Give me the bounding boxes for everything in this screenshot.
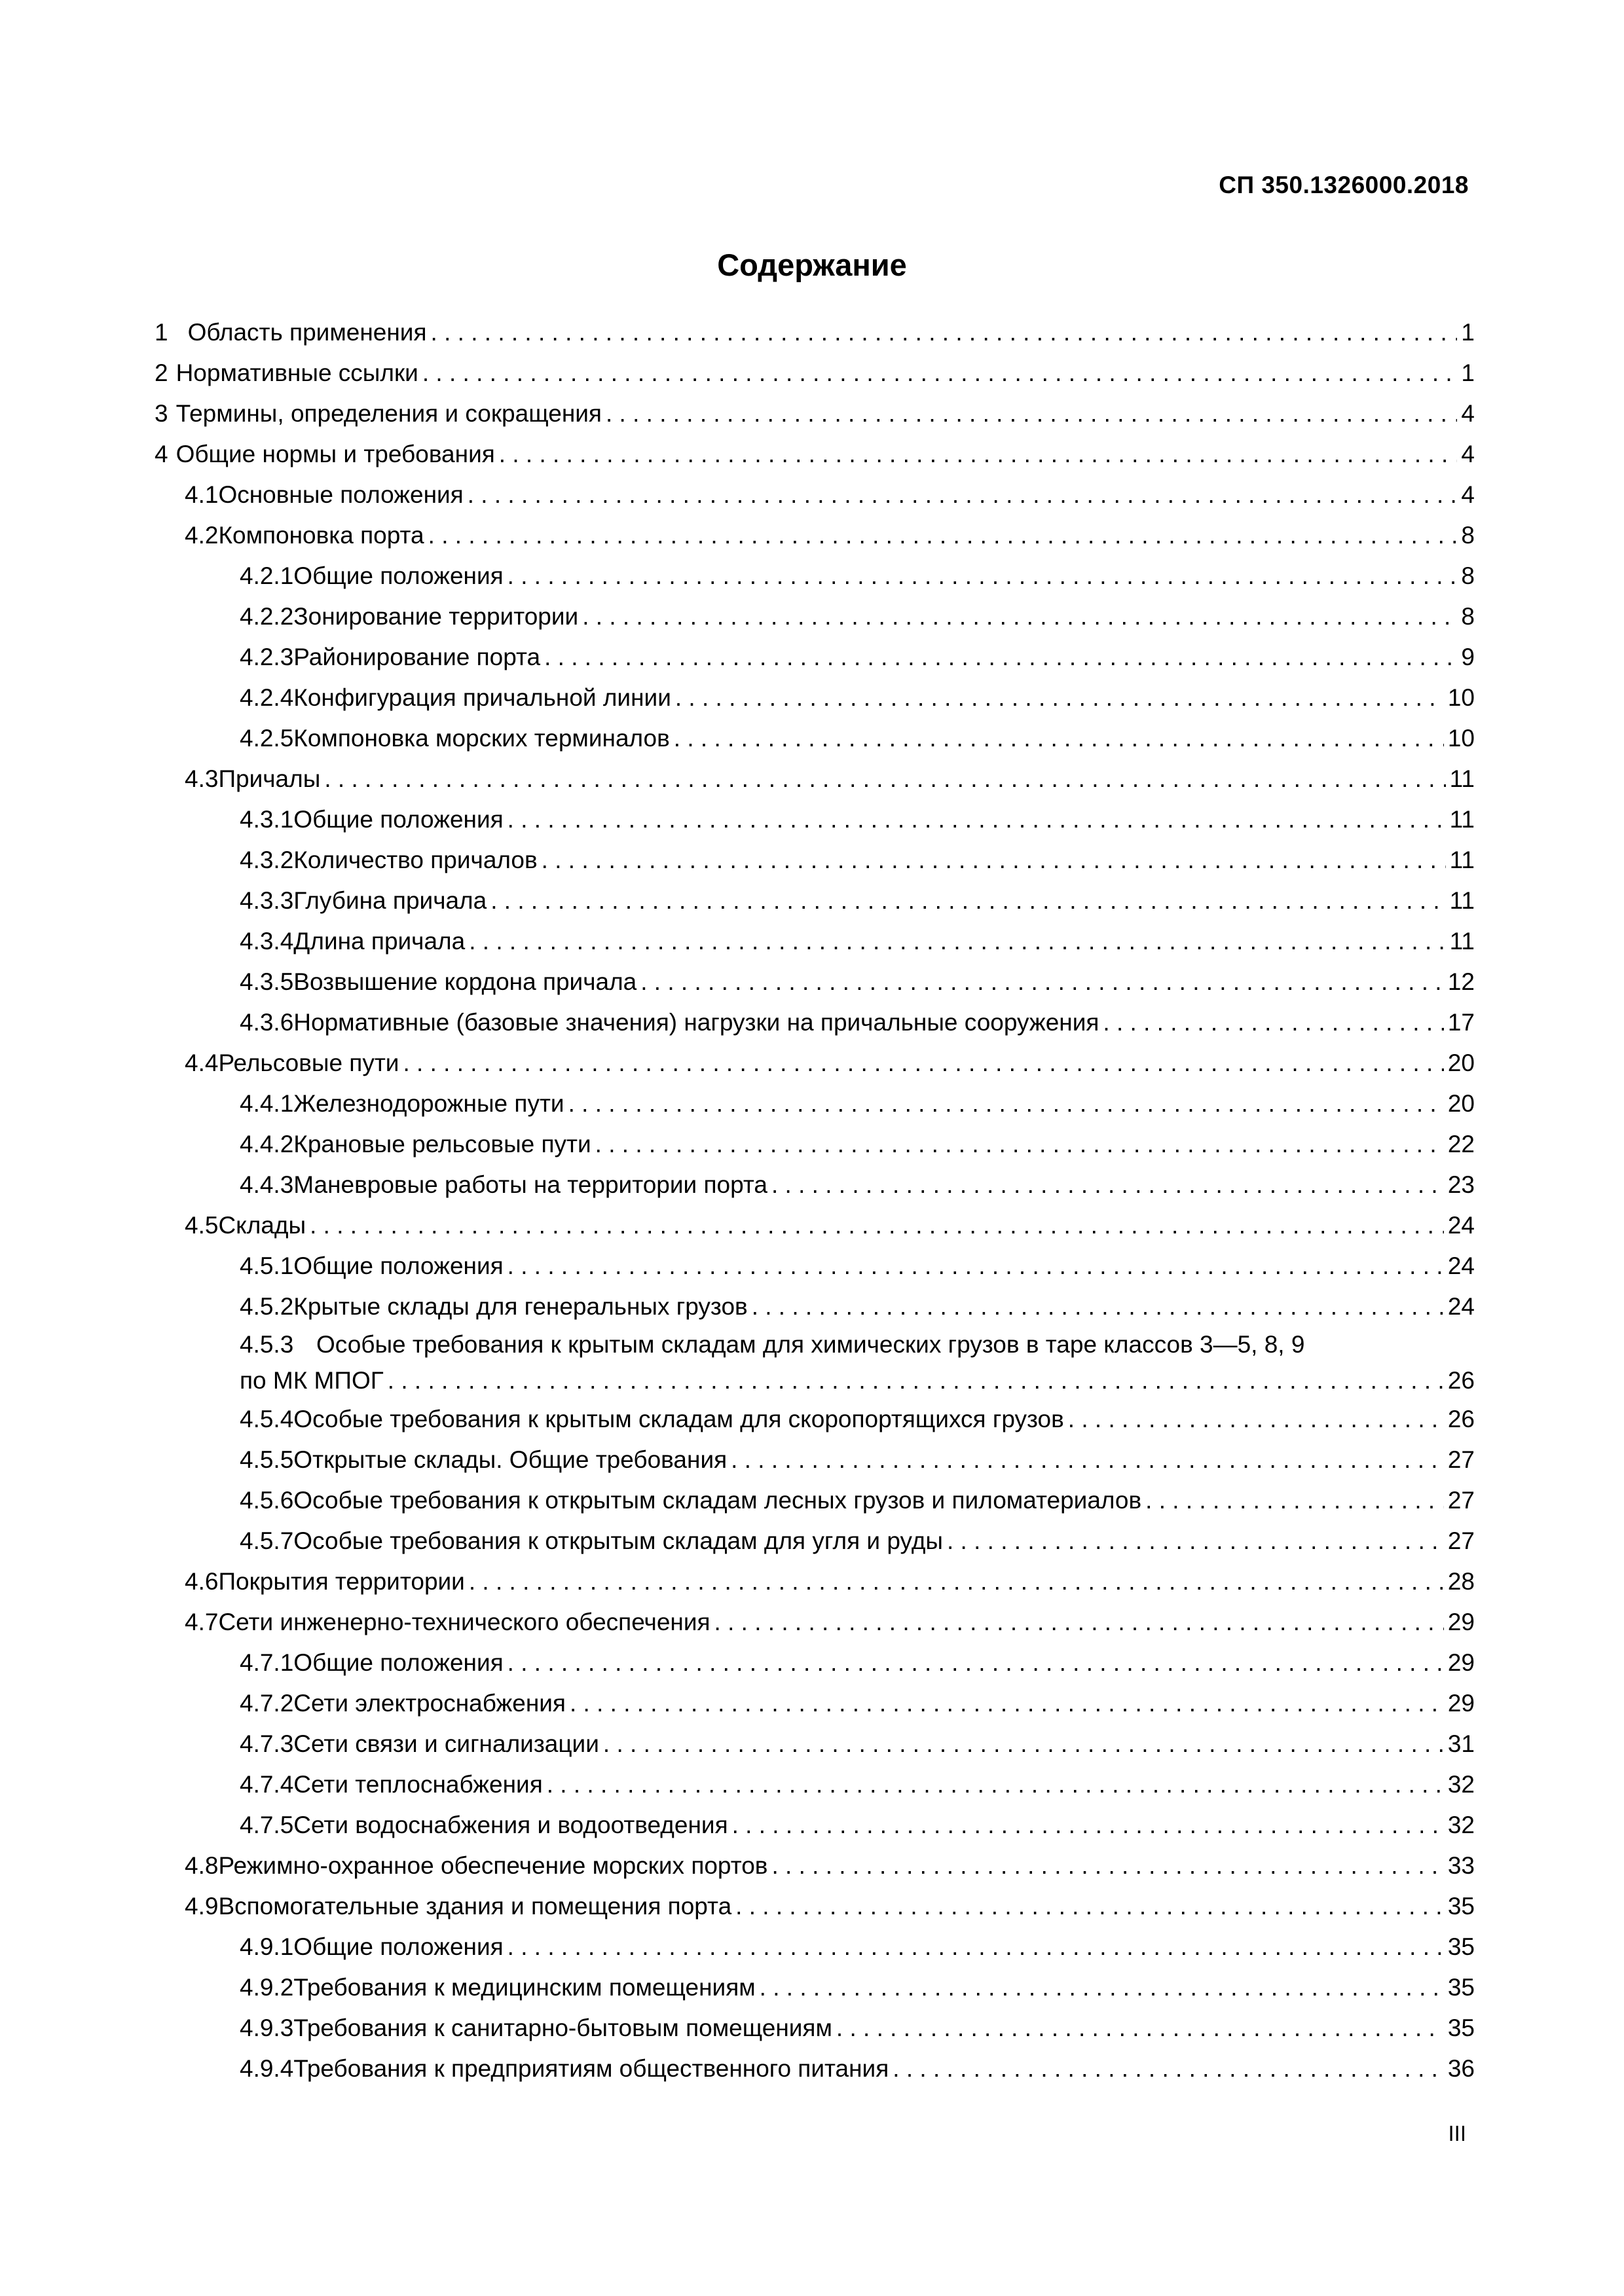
dot-leader [771, 1846, 1443, 1886]
toc-entry-page: 4 [1461, 441, 1475, 467]
toc-entry-page: 9 [1461, 644, 1475, 670]
toc-entry-page: 29 [1447, 1649, 1475, 1676]
toc-entry-label: Причалы [218, 765, 321, 792]
dot-leader [547, 1764, 1444, 1805]
toc-entry-number: 4.5.4 [240, 1406, 294, 1432]
dot-leader [714, 1602, 1444, 1643]
toc-entry-label: Общие нормы и требования [175, 441, 495, 467]
toc-entry-number: 4.7.3 [240, 1730, 294, 1757]
toc-entry-number: 4.8 [185, 1852, 219, 1879]
toc-entry-page: 8 [1461, 522, 1475, 549]
toc-entry[interactable] [155, 2008, 1475, 2049]
toc-entry[interactable] [155, 434, 1475, 475]
toc-entry[interactable] [155, 1043, 1475, 1084]
toc-entry-number: 4.7.5 [240, 1812, 294, 1838]
toc-entry[interactable] [155, 637, 1475, 678]
toc-entry-page: 27 [1447, 1446, 1475, 1473]
toc-entry[interactable] [155, 475, 1475, 515]
toc-title: Содержание [717, 247, 907, 282]
toc-entry-label: Компоновка морских терминалов [293, 725, 670, 752]
toc-entry-number: 4.2.5 [240, 725, 294, 752]
toc-entry[interactable] [155, 881, 1475, 921]
dot-leader [542, 840, 1446, 881]
toc-entry-number: 4.4.2 [240, 1131, 294, 1157]
toc-entry-number: 4.3.6 [240, 1009, 294, 1036]
dot-leader [568, 1084, 1444, 1124]
toc-entry-number: 4.5.1 [240, 1252, 294, 1279]
dot-leader [544, 637, 1457, 678]
toc-entry-page: 33 [1447, 1852, 1475, 1879]
toc-entry-label: Общие положения [293, 1933, 504, 1960]
toc-entry[interactable] [155, 1927, 1475, 1967]
toc-entry-number: 4.2.3 [240, 644, 294, 670]
toc-entry[interactable] [155, 678, 1475, 718]
dot-leader [490, 881, 1445, 921]
toc-entry-label: Особые требования к крытым складам для скоропортящихся грузов [293, 1406, 1064, 1432]
toc-entry[interactable] [155, 1683, 1475, 1724]
toc-entry[interactable] [155, 1846, 1475, 1886]
toc-entry[interactable] [155, 1967, 1475, 2008]
toc-entry-number: 4.7.2 [240, 1690, 294, 1717]
toc-entry-page: 12 [1447, 968, 1475, 995]
toc-entry-label: Маневровые работы на территории порта [293, 1171, 767, 1198]
toc-entry-label: Рельсовые пути [218, 1049, 399, 1076]
dot-leader [507, 799, 1446, 840]
toc-entry[interactable] [155, 1643, 1475, 1683]
dot-leader [732, 1805, 1444, 1846]
toc-entry-number: 4.3.3 [240, 887, 294, 914]
dot-leader [606, 393, 1457, 434]
dot-leader [422, 353, 1458, 393]
page-number: III [1448, 2121, 1466, 2145]
toc-entry-label: Режимно-охранное обеспечение морских портов [218, 1852, 768, 1879]
dot-leader [582, 596, 1457, 637]
toc-entry-label: Особые требования к крытым складам для химических грузов в таре классов 3—5, 8, 9 [316, 1331, 1305, 1358]
toc-entry[interactable] [155, 556, 1475, 596]
toc-entry-label: Открытые склады. Общие требования [293, 1446, 728, 1473]
toc-entry-page: 32 [1447, 1771, 1475, 1798]
toc-entry-number: 4.9.1 [240, 1933, 294, 1960]
toc-entry-page: 24 [1447, 1293, 1475, 1320]
toc-entry-number: 4.4.1 [240, 1090, 294, 1117]
toc-entry[interactable] [155, 393, 1475, 434]
toc-entry-number: 4.2.1 [240, 562, 294, 589]
toc-entry-page: 26 [1447, 1367, 1475, 1394]
toc-entry-page: 11 [1449, 887, 1475, 914]
toc-entry-label: Железнодорожные пути [293, 1090, 564, 1117]
dot-leader [428, 515, 1458, 556]
dot-leader [469, 1561, 1444, 1602]
toc-entry[interactable] [155, 1764, 1475, 1805]
toc-entry[interactable] [155, 840, 1475, 881]
toc-entry-label: Особые требования к открытым складам для угля и руды [293, 1527, 943, 1554]
toc-entry-number: 4.5.6 [240, 1487, 294, 1514]
toc-entry-label: Сети инженерно-технического обеспечения [218, 1609, 710, 1635]
toc-entry-page: 8 [1461, 603, 1475, 630]
dot-leader [507, 1643, 1444, 1683]
toc-entry-label: Возвышение кордона причала [293, 968, 637, 995]
dot-leader [640, 962, 1444, 1002]
toc-entry[interactable] [155, 1440, 1475, 1480]
toc-entry-number: 4.4.3 [240, 1171, 294, 1198]
toc-entry[interactable] [155, 353, 1475, 393]
toc-entry-number: 4.2.4 [240, 684, 294, 711]
toc-entry-page: 22 [1447, 1131, 1475, 1157]
toc-entry-page: 1 [1461, 359, 1475, 386]
dot-leader [431, 312, 1458, 353]
toc-entry-label: Крытые склады для генеральных грузов [293, 1293, 748, 1320]
toc-entry-number: 4.5.3 [240, 1331, 294, 1358]
toc-entry-label: Сети водоснабжения и водоотведения [293, 1812, 728, 1838]
toc-entry-page: 35 [1447, 1974, 1475, 2001]
dot-leader [570, 1683, 1444, 1724]
toc-entry-page: 10 [1447, 725, 1475, 752]
toc-entry-page: 32 [1447, 1812, 1475, 1838]
toc-entry-number: 4.5.2 [240, 1293, 294, 1320]
toc-entry-page: 1 [1461, 319, 1475, 346]
toc-entry-label: Сети электроснабжения [293, 1690, 566, 1717]
toc-entry-label: Длина причала [293, 928, 466, 955]
toc-entry-number: 4.3.4 [240, 928, 294, 955]
toc-entry[interactable] [155, 2049, 1475, 2089]
toc-entry-number: 4.5.7 [240, 1527, 294, 1554]
toc-entry-page: 4 [1461, 400, 1475, 427]
toc-entry-number: 4.9.4 [240, 2055, 294, 2082]
toc-entry-label: Количество причалов [293, 847, 538, 873]
toc-entry[interactable] [155, 921, 1475, 962]
dot-leader [507, 556, 1458, 596]
toc-entry-number: 4.3 [185, 765, 219, 792]
dot-leader [893, 2049, 1444, 2089]
toc-entry[interactable] [155, 1521, 1475, 1561]
toc-entry[interactable] [155, 1286, 1475, 1327]
toc-entry[interactable] [155, 1886, 1475, 1927]
dot-leader [1068, 1399, 1444, 1440]
dot-leader [324, 759, 1445, 799]
toc-entry-label: Общие положения [293, 1252, 504, 1279]
toc-entry[interactable] [155, 1002, 1475, 1043]
dot-leader [310, 1205, 1444, 1246]
toc-entry-page: 11 [1449, 847, 1475, 873]
toc-entry[interactable] [155, 515, 1475, 556]
toc-entry-label: Сети связи и сигнализации [293, 1730, 599, 1757]
toc-entry-page: 23 [1447, 1171, 1475, 1198]
toc-entry[interactable] [155, 1165, 1475, 1205]
toc-entry-number: 4.7.4 [240, 1771, 294, 1798]
dot-leader [771, 1165, 1444, 1205]
toc-entry-label-continuation: по МК МПОГ [240, 1367, 384, 1394]
toc-entry-label: Крановые рельсовые пути [293, 1131, 591, 1157]
toc-entry-page: 27 [1447, 1487, 1475, 1514]
toc-entry-label: Общие положения [293, 806, 504, 833]
toc-entry-page: 35 [1447, 2014, 1475, 2041]
toc-entry-number: 1 [155, 319, 168, 346]
toc-entry-number: 4.5.5 [240, 1446, 294, 1473]
dot-leader [735, 1886, 1444, 1927]
toc-entry-number: 4.1 [185, 481, 219, 508]
toc-entry-label: Глубина причала [293, 887, 487, 914]
toc-entry-label: Нормативные ссылки [175, 359, 418, 386]
toc-entry-number: 4.2 [185, 522, 219, 549]
toc-entry[interactable] [155, 1246, 1475, 1286]
toc-entry[interactable] [155, 1805, 1475, 1846]
toc-entry-page: 27 [1447, 1527, 1475, 1554]
toc-entry[interactable] [155, 1124, 1475, 1165]
dot-leader [731, 1440, 1444, 1480]
toc-entry-page: 17 [1447, 1009, 1475, 1036]
toc-entry-label: Конфигурация причальной линии [293, 684, 671, 711]
toc-entry-number: 4.3.1 [240, 806, 294, 833]
toc-entry-number: 4.6 [185, 1568, 219, 1595]
toc-entry[interactable] [155, 1084, 1475, 1124]
toc-entry-label: Особые требования к открытым складам лесных грузов и пиломатериалов [293, 1487, 1142, 1514]
toc-entry[interactable] [155, 1399, 1475, 1440]
table-of-contents [155, 312, 1475, 2089]
dot-leader [507, 1246, 1444, 1286]
toc-entry-number: 2 [155, 359, 168, 386]
toc-entry[interactable] [155, 1602, 1475, 1643]
toc-entry-label: Склады [218, 1212, 306, 1239]
dot-leader [947, 1521, 1444, 1561]
toc-entry-label: Общие положения [293, 1649, 504, 1676]
toc-entry[interactable] [155, 718, 1475, 759]
toc-entry-label: Общие положения [293, 562, 504, 589]
toc-entry-number: 4.3.2 [240, 847, 294, 873]
toc-entry-page: 11 [1449, 806, 1475, 833]
dot-leader [752, 1286, 1444, 1327]
toc-entry-page: 36 [1447, 2055, 1475, 2082]
dot-leader [403, 1043, 1443, 1084]
dot-leader [603, 1724, 1444, 1764]
toc-entry[interactable] [155, 1480, 1475, 1521]
toc-entry-label: Зонирование территории [293, 603, 579, 630]
toc-entry[interactable] [155, 312, 1475, 353]
toc-entry[interactable] [155, 1205, 1475, 1246]
dot-leader [674, 718, 1444, 759]
toc-entry-page: 20 [1447, 1049, 1475, 1076]
toc-entry-number: 4.5 [185, 1212, 219, 1239]
toc-entry-number: 4 [155, 441, 168, 467]
dot-leader [675, 678, 1444, 718]
toc-entry-label: Требования к предприятиям общественного питания [293, 2055, 889, 2082]
toc-entry-page: 8 [1461, 562, 1475, 589]
toc-entry-page: 35 [1447, 1933, 1475, 1960]
dot-leader [499, 434, 1458, 475]
toc-entry-label: Основные положения [218, 481, 464, 508]
toc-entry-page: 24 [1447, 1252, 1475, 1279]
document-code: СП 350.1326000.2018 [1219, 172, 1469, 198]
toc-entry-number: 4.2.2 [240, 603, 294, 630]
toc-entry-label: Сети теплоснабжения [293, 1771, 543, 1798]
toc-entry-page: 29 [1447, 1609, 1475, 1635]
toc-entry[interactable] [155, 1724, 1475, 1764]
toc-entry-number: 4.7.1 [240, 1649, 294, 1676]
toc-entry-label: Нормативные (базовые значения) нагрузки на причальные сооружения [293, 1009, 1099, 1036]
toc-entry-number: 4.7 [185, 1609, 219, 1635]
toc-entry-label: Область применения [187, 319, 427, 346]
toc-entry-label: Термины, определения и сокращения [175, 400, 602, 427]
toc-entry[interactable] [155, 962, 1475, 1002]
toc-entry-number: 3 [155, 400, 168, 427]
dot-leader [1103, 1002, 1443, 1043]
toc-entry-page: 11 [1449, 765, 1475, 792]
toc-entry-page: 35 [1447, 1893, 1475, 1920]
dot-leader [1145, 1480, 1444, 1521]
toc-entry-label: Требования к санитарно-бытовым помещениям [293, 2014, 832, 2041]
toc-entry-label: Требования к медицинским помещениям [293, 1974, 756, 2001]
toc-entry-number: 4.4 [185, 1049, 219, 1076]
dot-leader [760, 1967, 1444, 2008]
dot-leader [468, 475, 1458, 515]
toc-entry-page: 10 [1447, 684, 1475, 711]
toc-entry[interactable] [155, 799, 1475, 840]
dot-leader [836, 2008, 1444, 2049]
dot-leader [507, 1927, 1444, 1967]
toc-entry-page: 4 [1461, 481, 1475, 508]
toc-entry[interactable] [155, 1561, 1475, 1602]
dot-leader [469, 921, 1445, 962]
toc-entry-label: Покрытия территории [218, 1568, 465, 1595]
toc-entry-number: 4.3.5 [240, 968, 294, 995]
toc-entry-label: Компоновка порта [218, 522, 424, 549]
toc-entry-label: Вспомогательные здания и помещения порта [218, 1893, 732, 1920]
toc-entry-page: 31 [1447, 1730, 1475, 1757]
dot-leader [388, 1362, 1444, 1399]
toc-entry-page: 29 [1447, 1690, 1475, 1717]
toc-entry-page: 26 [1447, 1406, 1475, 1432]
dot-leader [595, 1124, 1444, 1165]
toc-entry[interactable] [155, 1327, 1475, 1399]
toc-entry-label: Районирование порта [293, 644, 541, 670]
toc-entry[interactable] [155, 596, 1475, 637]
toc-entry-number: 4.9.3 [240, 2014, 294, 2041]
toc-entry-page: 11 [1449, 928, 1475, 955]
toc-entry-page: 20 [1447, 1090, 1475, 1117]
toc-entry-page: 28 [1447, 1568, 1475, 1595]
toc-entry[interactable] [155, 759, 1475, 799]
toc-entry-page: 24 [1447, 1212, 1475, 1239]
toc-entry-number: 4.9.2 [240, 1974, 294, 2001]
toc-entry-number: 4.9 [185, 1893, 219, 1920]
